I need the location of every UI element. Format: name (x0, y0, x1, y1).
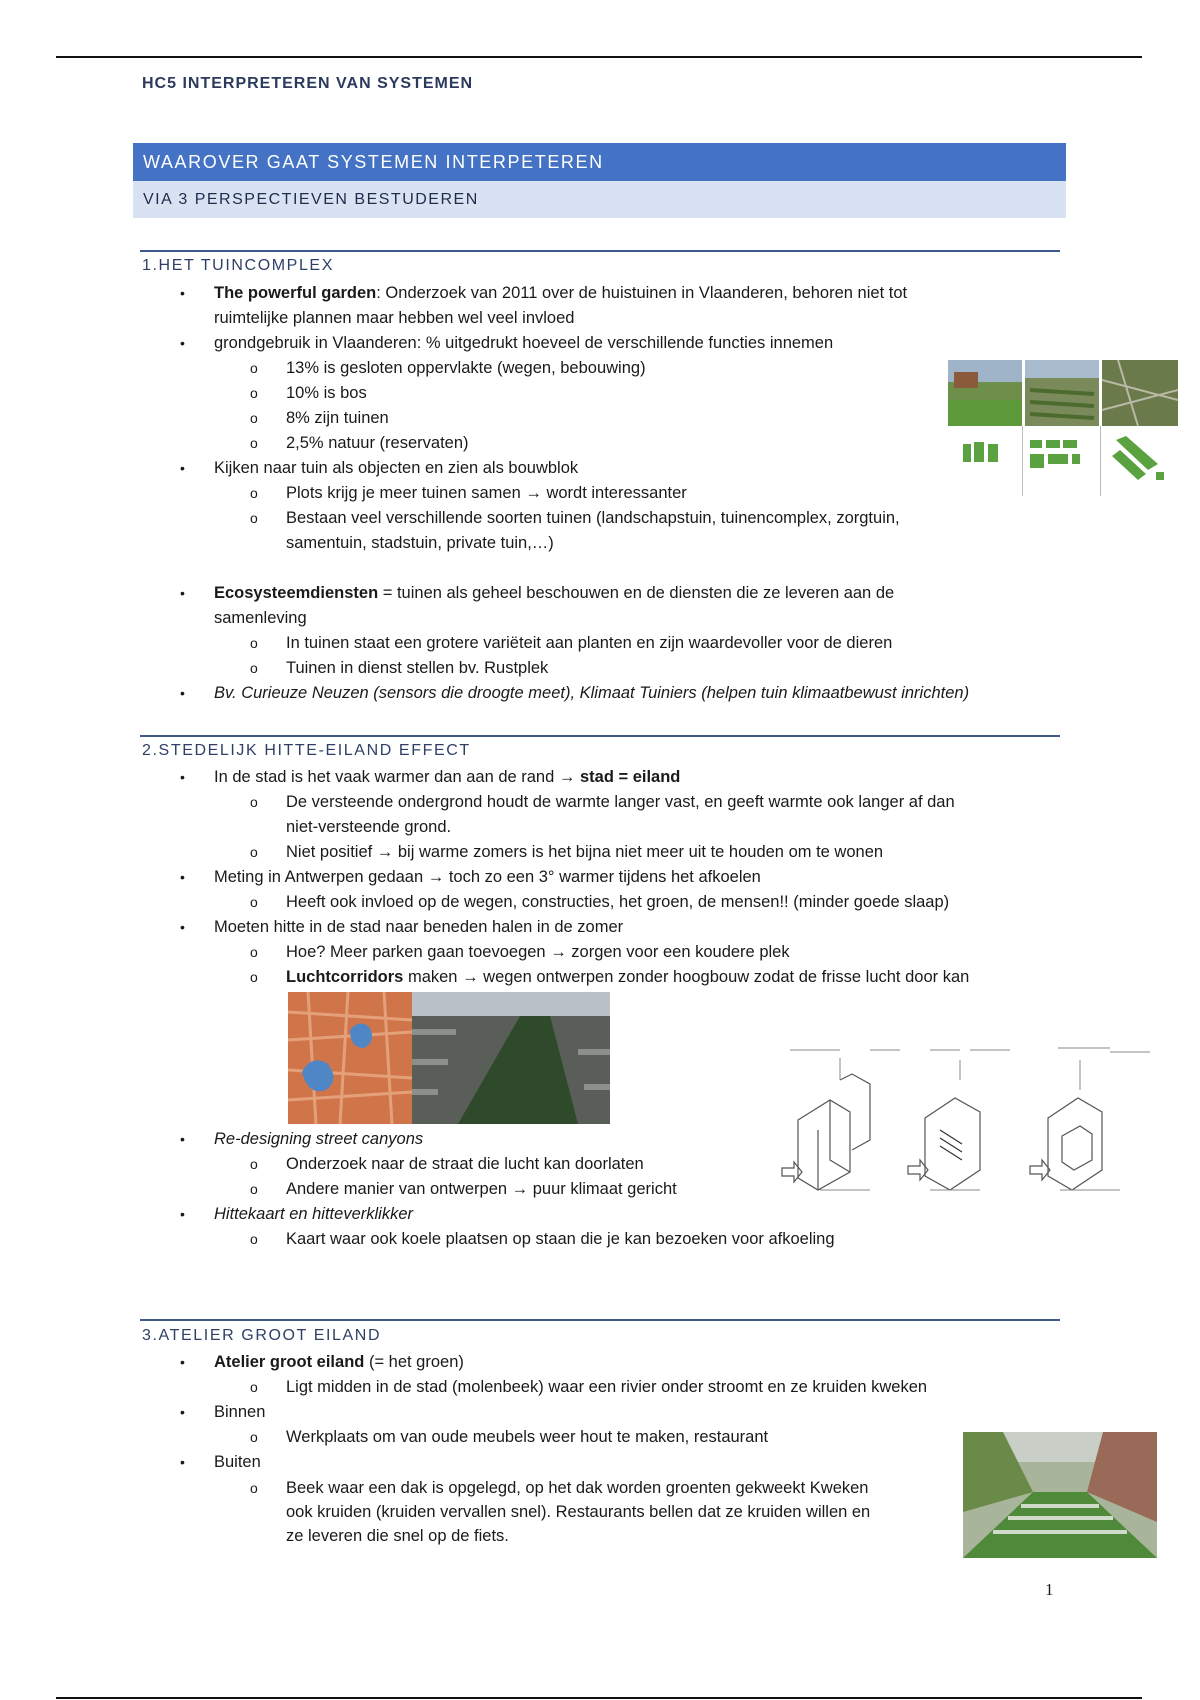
garden-images (948, 360, 1178, 496)
list-item-continuation: samenleving (214, 609, 307, 627)
sub-list-item (286, 940, 790, 965)
sub-list-item: De versteende ondergrond houdt de warmte langer vast, en geeft warmte ook langer af dan (286, 793, 955, 811)
canyon-diagram-3-inner (1062, 1126, 1092, 1170)
page-number: 1 (1045, 1580, 1054, 1599)
block-diagram-1 (988, 444, 998, 462)
canyon-diagram-1 (798, 1100, 850, 1190)
sub-bullet: o (250, 510, 258, 526)
sub-list-item-continuation: ze leveren die snel op de fiets. (286, 1527, 509, 1545)
sub-list-item: 13% is gesloten oppervlakte (wegen, bebouwing) (286, 359, 646, 377)
document-title: HC5 INTERPRETEREN VAN SYSTEMEN (142, 75, 474, 92)
sub-list-item: Ligt midden in de stad (molenbeek) waar een rivier onder stroomt en ze kruiden kweken (286, 1378, 928, 1396)
sub-bullet: o (250, 969, 258, 985)
block-diagram-2 (1072, 454, 1080, 464)
arrow-icon: → (558, 768, 576, 786)
sub-bullet: o (250, 894, 258, 910)
sub-list-item: In tuinen staat een grotere variëteit aan planten en zijn waardevoller voor de dieren (286, 634, 893, 652)
bullet: • (180, 919, 185, 935)
wind-arrow-3 (1030, 1160, 1050, 1180)
list-item-continuation: ruimtelijke plannen maar hebben wel veel invloed (214, 309, 575, 327)
sub-bullet: o (250, 1429, 258, 1445)
sub-bullet: o (250, 385, 258, 401)
canyon-diagram-2-hatch (940, 1130, 962, 1160)
sub-bullet: o (250, 844, 258, 860)
garden-photo-1-lawn (948, 400, 1022, 426)
arrow-icon: → (550, 943, 567, 961)
list-item: grondgebruik in Vlaanderen: % uitgedrukt hoeveel de verschillende functies innemen (214, 334, 834, 352)
block-diagram-2 (1030, 440, 1042, 448)
text: (= het groen) (364, 1353, 464, 1371)
bottom-rule (56, 1697, 1142, 1699)
canyon-diagram-3 (1048, 1098, 1102, 1190)
atelier-groot-eiland-photo (963, 1432, 1157, 1558)
section-2-title: 2.STEDELIJK HITTE-EILAND EFFECT (142, 742, 471, 759)
sub-bullet: o (250, 1181, 258, 1197)
sub-bullet: o (250, 435, 258, 451)
block-diagram-divider-2 (1100, 426, 1101, 496)
arrow-icon: → (462, 968, 479, 986)
list-item (214, 765, 680, 790)
bullet: • (180, 335, 185, 351)
list-item (214, 581, 894, 606)
bullet: • (180, 769, 185, 785)
sub-list-item (286, 840, 883, 865)
sub-list-item: Werkplaats om van oude meubels weer hout te maken, restaurant (286, 1428, 769, 1446)
block-diagram-2 (1063, 440, 1077, 448)
street-canyon-diagrams (780, 1040, 1162, 1192)
garden-photo-1-house (954, 372, 978, 388)
sub-list-item-continuation: ook kruiden (kruiden vervallen snel). Restaurants bellen dat ze kruiden willen en (286, 1503, 871, 1521)
text: In de stad is het vaak warmer dan aan de rand (214, 768, 559, 786)
block-diagram-1 (963, 444, 971, 462)
text: Andere manier van ontwerpen (286, 1180, 512, 1198)
sub-list-item: Tuinen in dienst stellen bv. Rustplek (286, 659, 549, 677)
list-item: Bv. Curieuze Neuzen (sensors die droogte meet), Klimaat Tuiniers (helpen tuin klimaatbewust inrichten) (214, 684, 970, 702)
text: puur klimaat gericht (528, 1180, 677, 1198)
sub-list-item: Kaart waar ook koele plaatsen op staan die je kan bezoeken voor afkoeling (286, 1230, 835, 1248)
sub-list-item: Beek waar een dak is opgelegd, op het dak worden groenten gekweekt Kweken (286, 1479, 869, 1497)
sub-list-item (286, 965, 969, 990)
list-item (214, 1350, 464, 1375)
list-item: Binnen (214, 1403, 266, 1421)
canyon-diagram-2 (925, 1098, 980, 1190)
bold-term: Luchtcorridors (286, 968, 404, 986)
block-diagram-1 (974, 442, 984, 462)
aerial-park-sky (412, 992, 610, 1016)
bullet: • (180, 685, 185, 701)
list-item (214, 865, 761, 890)
text: zorgen voor een koudere plek (566, 943, 790, 961)
bullet: • (180, 869, 185, 885)
bullet: • (180, 1206, 185, 1222)
list-item: Buiten (214, 1453, 261, 1471)
section-3-rule (140, 1319, 1060, 1321)
sub-bullet: o (250, 944, 258, 960)
sub-list-item-continuation: samentuin, stadstuin, private tuin,…) (286, 534, 554, 552)
bold-term: stad = eiland (579, 768, 681, 786)
section-2-rule (140, 735, 1060, 737)
heading-2-bar: VIA 3 PERSPECTIEVEN BESTUDEREN (133, 181, 1066, 218)
arrow-icon: → (376, 843, 394, 861)
bullet: • (180, 285, 185, 301)
section-1-title: 1.HET TUINCOMPLEX (142, 257, 334, 274)
sub-list-item (286, 481, 687, 506)
sub-bullet: o (250, 1156, 258, 1172)
block-diagram-3 (1156, 472, 1164, 480)
bold-term: Atelier groot eiland (214, 1353, 365, 1371)
block-diagram-divider-1 (1022, 426, 1023, 496)
text: Meting in Antwerpen gedaan (214, 868, 428, 886)
sub-bullet: o (250, 410, 258, 426)
sub-bullet: o (250, 635, 258, 651)
bullet: • (180, 1454, 185, 1470)
sub-list-item: Onderzoek naar de straat die lucht kan doorlaten (286, 1155, 644, 1173)
canyon-diagram-1-wall (840, 1074, 870, 1150)
bold-term: Ecosysteemdiensten (214, 584, 379, 602)
canyon-diagram-1-street (818, 1100, 850, 1190)
text: Niet positief (286, 843, 377, 861)
list-item: Kijken naar tuin als objecten en zien als bouwblok (214, 459, 579, 477)
sub-bullet: o (250, 1379, 258, 1395)
bold-term: The powerful garden (214, 284, 377, 302)
arrow-icon: → (511, 1180, 529, 1198)
heading-1-bar: WAAROVER GAAT SYSTEMEN INTERPETEREN (133, 143, 1066, 181)
bullet: • (180, 1404, 185, 1420)
list-item: Re-designing street canyons (214, 1130, 424, 1148)
sub-list-item: Heeft ook invloed op de wegen, constructies, het groen, de mensen!! (minder goede slaap) (286, 893, 950, 911)
block-diagram-2 (1030, 454, 1044, 468)
arrow-icon: → (525, 484, 542, 502)
text: : Onderzoek van 2011 over de huistuinen in Vlaanderen, behoren niet tot (376, 284, 908, 302)
text: toch zo een 3° warmer tijdens het afkoelen (444, 868, 761, 886)
heat-map-and-park-images (288, 992, 610, 1124)
sub-bullet: o (250, 1231, 258, 1247)
list-item: Hittekaart en hitteverklikker (214, 1205, 413, 1223)
text: maken (403, 968, 463, 986)
sub-list-item-continuation: niet-versteende grond. (286, 818, 452, 836)
text: wordt interessanter (541, 484, 687, 502)
sub-list-item: 8% zijn tuinen (286, 409, 389, 427)
text: wegen ontwerpen zonder hoogbouw zodat de frisse lucht door kan (478, 968, 970, 986)
sub-list-item: 2,5% natuur (reservaten) (286, 434, 469, 452)
section-1-rule (140, 250, 1060, 252)
bullet: • (180, 1354, 185, 1370)
sub-bullet: o (250, 360, 258, 376)
bullet: • (180, 460, 185, 476)
top-rule (56, 56, 1142, 58)
garden-photo-2-sky (1025, 360, 1099, 378)
section-3-title: 3.ATELIER GROOT EILAND (142, 1327, 382, 1344)
bullet: • (180, 1131, 185, 1147)
text: bij warme zomers is het bijna niet meer uit te houden om te wonen (393, 843, 884, 861)
sub-bullet: o (250, 794, 258, 810)
sub-bullet: o (250, 1480, 258, 1496)
list-item: Moeten hitte in de stad naar beneden halen in de zomer (214, 918, 624, 936)
sub-list-item: Bestaan veel verschillende soorten tuinen (landschapstuin, tuinencomplex, zorgtuin, (286, 509, 900, 527)
sub-list-item: 10% is bos (286, 384, 367, 402)
arrow-icon: → (427, 868, 445, 886)
list-item (214, 281, 907, 306)
text: Plots krijg je meer tuinen samen (286, 484, 526, 502)
bullet: • (180, 585, 185, 601)
annotation-lines (790, 1048, 1150, 1090)
sub-list-item (286, 1177, 677, 1202)
sub-bullet: o (250, 660, 258, 676)
block-diagram-2 (1048, 454, 1068, 464)
text: Hoe? Meer parken gaan toevoegen (286, 943, 551, 961)
block-diagram-2 (1046, 440, 1060, 448)
text: = tuinen als geheel beschouwen en de diensten die ze leveren aan de (378, 584, 895, 602)
sub-bullet: o (250, 485, 258, 501)
